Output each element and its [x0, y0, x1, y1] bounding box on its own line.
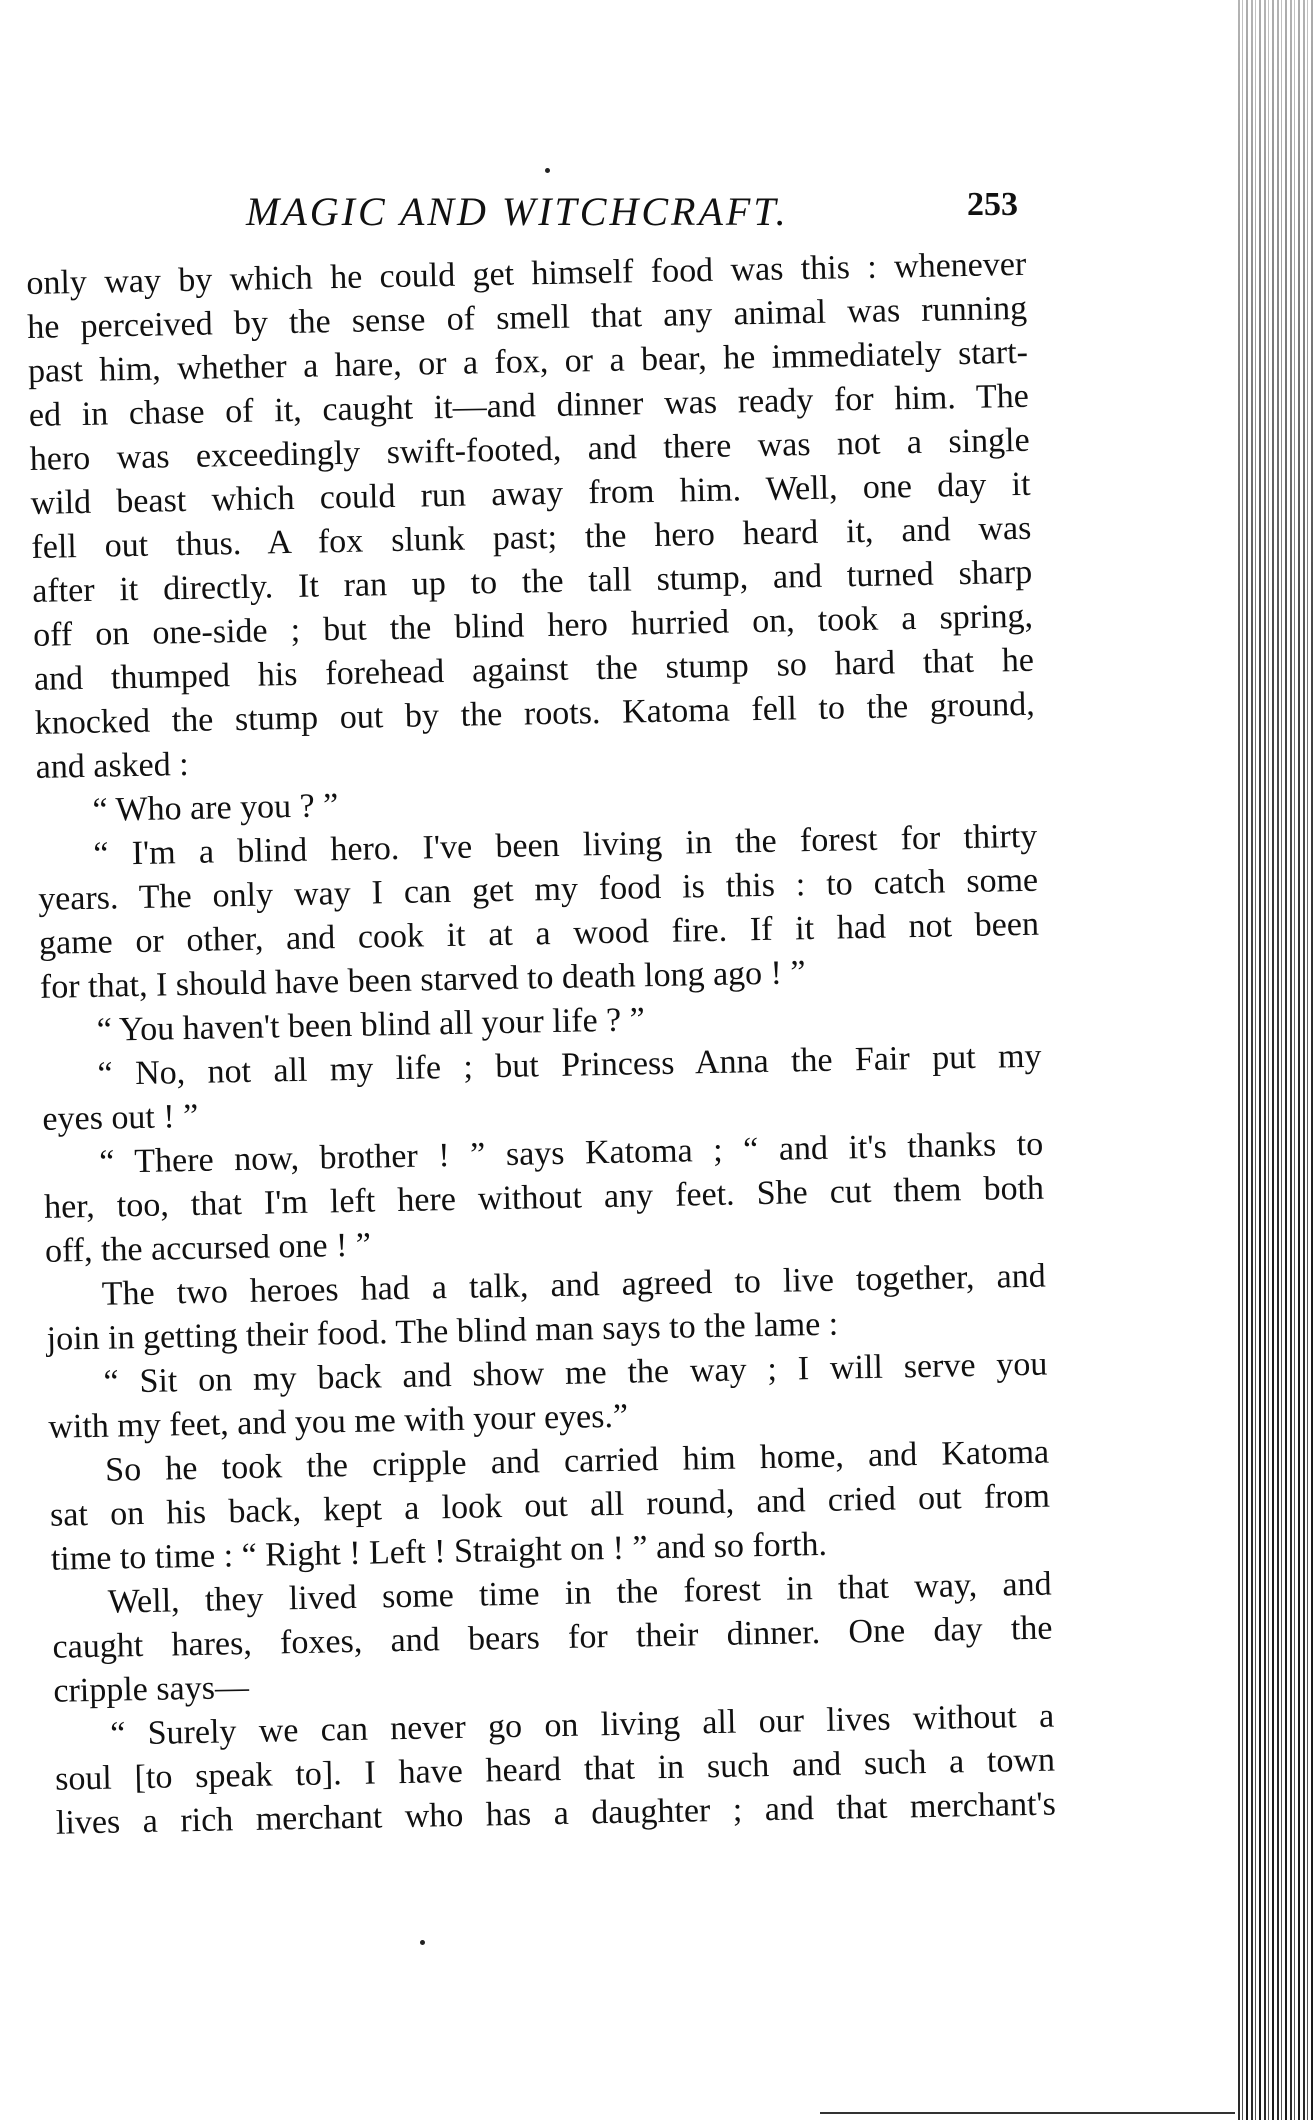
text-line: soul [to speak to]. I have heard that in such and such a town: [54, 1741, 1056, 1798]
text-line: he perceived by the sense of smell that any animal was running: [26, 289, 1028, 346]
text-line: with my feet, and you me with your eyes.”: [48, 1397, 629, 1446]
text-line: Well, they lived some time in the forest in that way, and: [107, 1565, 1052, 1621]
text-line: off, the accursed one ! ”: [44, 1226, 372, 1270]
text-line: “ No, not all my life ; but Princess Anna the Fair put my: [97, 1037, 1042, 1093]
text-line: cripple says—: [53, 1668, 250, 1710]
text-line: only way by which he could get himself food was this : whenever: [26, 245, 1027, 302]
text-line: “ I'm a blind hero. I've been living in the forest for thirty: [93, 817, 1038, 873]
stray-ink-mark: [545, 168, 550, 173]
text-line: and thumped his forehead against the stump so hard that he: [33, 641, 1035, 698]
bottom-edge-line: [820, 2112, 1235, 2114]
text-line: years. The only way I can get my food is this : to catch some: [37, 861, 1039, 918]
text-line: wild beast which could run away from him. Well, one day it: [30, 465, 1031, 522]
text-line: after it directly. It ran up to the tall stump, and turned sharp: [31, 553, 1033, 610]
text-line: “ You haven't been blind all your life ? ”: [96, 1001, 646, 1049]
text-line: The two heroes had a talk, and agreed to live together, and: [101, 1257, 1047, 1313]
text-line: game or other, and cook it at a wood fire. If it had not been: [38, 905, 1040, 962]
body-text: [26, 243, 1056, 1846]
text-line: fell out thus. A fox slunk past; the hero heard it, and was: [31, 509, 1032, 566]
stray-ink-mark: [420, 1940, 425, 1945]
running-title: MAGIC AND WITCHCRAFT.: [246, 189, 789, 234]
running-header: [246, 188, 1026, 238]
text-line: time to time : “ Right ! Left ! Straight on ! ” and so forth.: [50, 1525, 828, 1578]
text-line: her, too, that I'm left here without any feet. She cut them both: [43, 1169, 1045, 1226]
text-line: “ There now, brother ! ” says Katoma ; “ and it's thanks to: [98, 1125, 1044, 1181]
text-line: off on one-side ; but the blind hero hurried on, took a spring,: [32, 597, 1034, 654]
text-line: “ Surely we can never go on living all our lives without a: [109, 1697, 1055, 1753]
text-line: sat on his back, kept a look out all round, and cried out from: [49, 1477, 1051, 1534]
page-number: 253: [967, 186, 1018, 223]
text-line: caught hares, foxes, and bears for their dinner. One day the: [52, 1609, 1053, 1666]
page-edge-stack: [1235, 0, 1315, 2120]
text-line: for that, I should have been starved to death long ago ! ”: [39, 954, 806, 1006]
text-line: “ Sit on my back and show me the way ; I will serve you: [103, 1345, 1048, 1401]
text-line: So he took the cripple and carried him home, and Katoma: [104, 1433, 1050, 1489]
text-line: past him, whether a hare, or a fox, or a bear, he immediately start-: [27, 333, 1029, 390]
text-line: ed in chase of it, caught it—and dinner was ready for him. The: [28, 377, 1030, 434]
text-line: hero was exceedingly swift-footed, and there was not a single: [29, 421, 1030, 478]
text-line: and asked :: [35, 745, 189, 786]
text-line: eyes out ! ”: [42, 1097, 199, 1138]
text-line: lives a rich merchant who has a daughter ; and that merchant's: [55, 1785, 1057, 1842]
text-line: join in getting their food. The blind man says to the lame :: [46, 1305, 839, 1358]
text-line: “ Who are you ? ”: [92, 787, 339, 829]
text-line: knocked the stump out by the roots. Katoma fell to the ground,: [34, 685, 1036, 742]
